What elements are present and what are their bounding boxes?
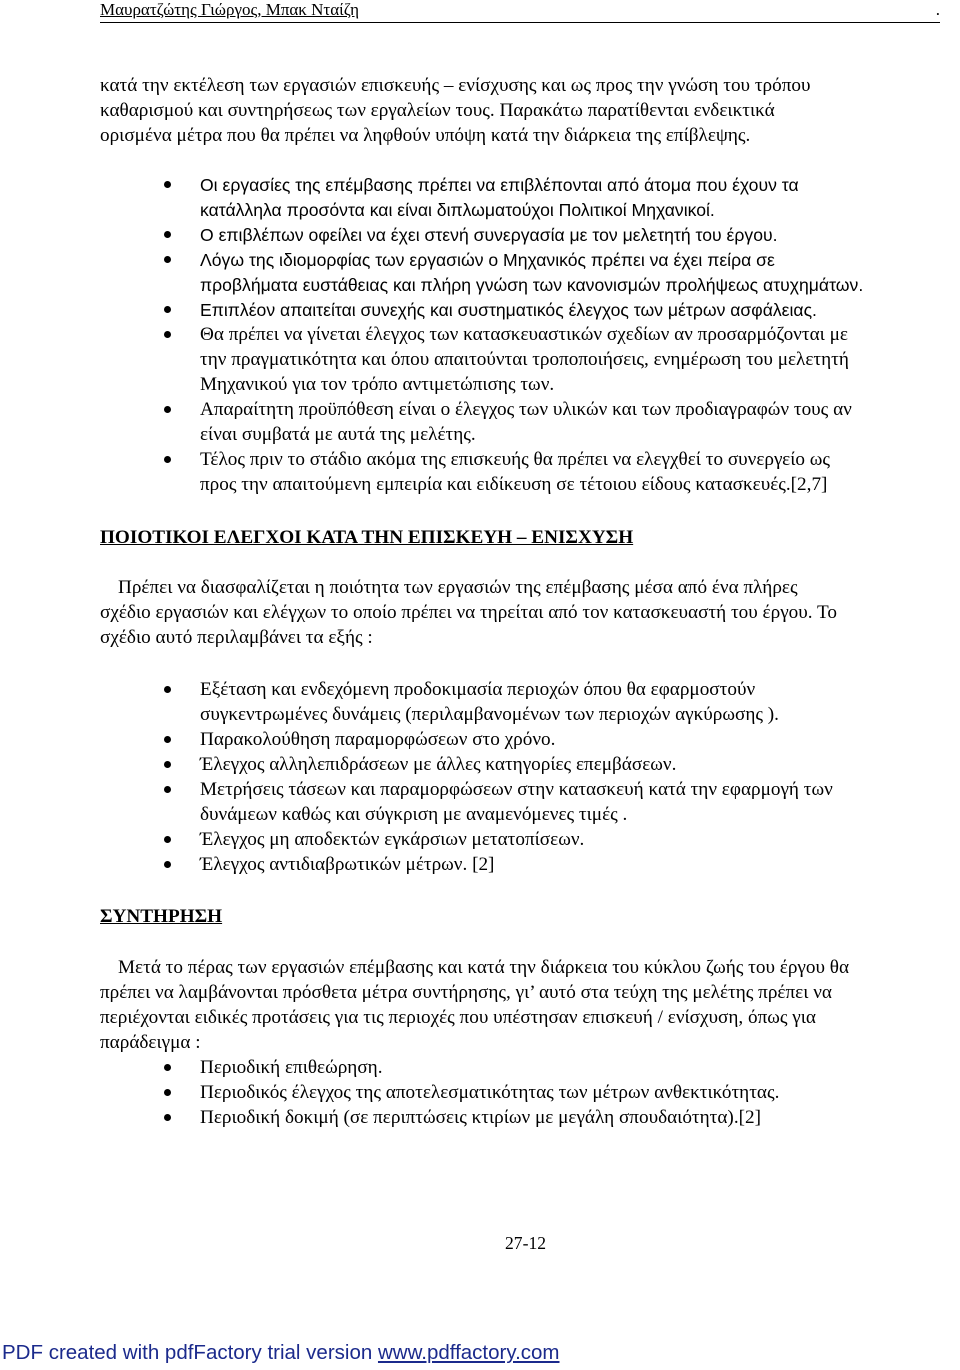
paragraph-line: περιέχονται ειδικές προτάσεις για τις περιοχές που υπέστησαν επισκευή / ενίσχυση, όπως για [100,1007,816,1028]
intro-line: κατά την εκτέλεση των εργασιών επισκευής – ενίσχυσης και ως προς την γνώση του τρόπου [100,75,811,96]
page-header [100,0,940,23]
bullet-icon [164,331,171,338]
section-heading: ΠΟΙΟΤΙΚΟΙ ΕΛΕΓΧΟΙ ΚΑΤΑ ΤΗΝ ΕΠΙΣΚΕΥΗ – ΕΝΙΣΧΥΣΗ [100,527,634,548]
list-item: Εξέταση και ενδεχόμενη προδοκιμασία περιοχών όπου θα εφαρμοστούν [200,679,756,700]
bullet-icon [164,456,171,463]
bullet-icon [164,306,171,313]
header-author: Μαυρατζώτης Γιώργος, Μπακ Νταίζη [100,0,359,19]
intro-line: καθαρισμού και συντηρήσεως των εργαλείων τους. Παρακάτω παρατίθενται ενδεικτικά [100,100,775,121]
footer-text: PDF created with pdfFactory trial version [2,1341,378,1364]
list-item: Λόγω της ιδιομορφίας των εργασιών ο Μηχανικός πρέπει να έχει πείρα σε [200,250,775,270]
list-item: προβλήματα ευστάθειας και πλήρη γνώση των κανονισμών προλήψεως ατυχημάτων. [200,275,864,295]
list-item: Επιπλέον απαιτείται συνεχής και συστηματικός έλεγχος των μέτρων ασφάλειας. [200,300,817,320]
list-item: κατάλληλα προσόντα και είναι διπλωματούχοι Πολιτικοί Μηχανικοί. [200,200,715,220]
pdf-footer [2,1340,560,1366]
list-item: Μετρήσεις τάσεων και παραμορφώσεων στην κατασκευή κατά την εφαρμογή των [200,779,833,800]
bullet-icon [164,786,171,793]
list-item: Θα πρέπει να γίνεται έλεγχος των κατασκευαστικών σχεδίων αν προσαρμόζονται με [200,324,848,345]
paragraph-line: παράδειγμα : [100,1032,201,1053]
list-item: Απαραίτητη προϋπόθεση είναι ο έλεγχος των υλικών και των προδιαγραφών τους αν [200,399,852,420]
bullet-icon [164,231,171,238]
bullet-icon [164,1114,171,1121]
list-item: Περιοδικός έλεγχος της αποτελεσματικότητας των μέτρων ανθεκτικότητας. [200,1082,780,1103]
paragraph-line: πρέπει να λαμβάνονται πρόσθετα μέτρα συντήρησης, γι’ αυτό στα τεύχη της μελέτης πρέπει να [100,982,832,1003]
bullet-icon [164,861,171,868]
intro-line: ορισμένα μέτρα που θα πρέπει να ληφθούν υπόψη κατά την διάρκεια της επίβλεψης. [100,125,751,146]
bullet-icon [164,181,171,188]
bullet-icon [164,1089,171,1096]
header-dot: . [935,0,940,19]
list-item: Ο επιβλέπων οφείλει να έχει στενή συνεργασία με τον μελετητή του έργου. [200,225,778,245]
bullet-icon [164,406,171,413]
bullet-icon [164,1064,171,1071]
list-item: είναι συμβατά με αυτά της μελέτης. [200,424,476,445]
list-item: συγκεντρωμένες δυνάμεις (περιλαμβανομένων των περιοχών αγκύρωσης ). [200,704,779,725]
bullet-icon [164,736,171,743]
list-item: δυνάμεων καθώς και σύγκριση με αναμενόμενες τιμές . [200,804,628,825]
bullet-icon [164,836,171,843]
bullet-icon [164,256,171,263]
list-item: Περιοδική επιθεώρηση. [200,1057,383,1078]
bullet-icon [164,761,171,768]
section-heading: ΣΥΝΤΗΡΗΣΗ [100,906,223,927]
list-item: Έλεγχος αντιδιαβρωτικών μέτρων. [2] [200,854,495,875]
paragraph-line: Μετά το πέρας των εργασιών επέμβασης και κατά την διάρκεια του κύκλου ζωής του έργου θα [118,957,850,978]
paragraph-line: σχέδιο εργασιών και ελέγχων το οποίο πρέπει να τηρείται από τον κατασκευαστή του έργου. Το [100,602,838,623]
list-item: Έλεγχος αλληλεπιδράσεων με άλλες κατηγορίες επεμβάσεων. [200,754,677,775]
list-item: Παρακολούθηση παραμορφώσεων στο χρόνο. [200,729,556,750]
paragraph-line: Πρέπει να διασφαλίζεται η ποιότητα των εργασιών της επέμβασης μέσα από ένα πλήρες [118,577,798,598]
list-item: Τέλος πριν το στάδιο ακόμα της επισκευής θα πρέπει να ελεγχθεί το συνεργείο ως [200,449,830,470]
paragraph-line: σχέδιο αυτό περιλαμβάνει τα εξής : [100,627,373,648]
page-number: 27-12 [505,1233,547,1253]
list-item: την πραγματικότητα και όπου απαιτούνται τροποποιήσεις, ενημέρωση του μελετητή [200,349,849,370]
list-item: προς την απαιτούμενη εμπειρία και ειδίκευση σε τέτοιου είδους κατασκευές.[2,7] [200,474,828,495]
bullet-icon [164,686,171,693]
list-item: Μηχανικού για τον τρόπο αντιμετώπισης των. [200,374,555,395]
list-item: Περιοδική δοκιμή (σε περιπτώσεις κτιρίων με μεγάλη σπουδαιότητα).[2] [200,1107,761,1128]
list-item: Έλεγχος μη αποδεκτών εγκάρσιων μετατοπίσεων. [200,829,585,850]
footer-link[interactable]: www.pdffactory.com [377,1341,560,1364]
list-item: Οι εργασίες της επέμβασης πρέπει να επιβλέπονται από άτομα που έχουν τα [200,175,799,195]
